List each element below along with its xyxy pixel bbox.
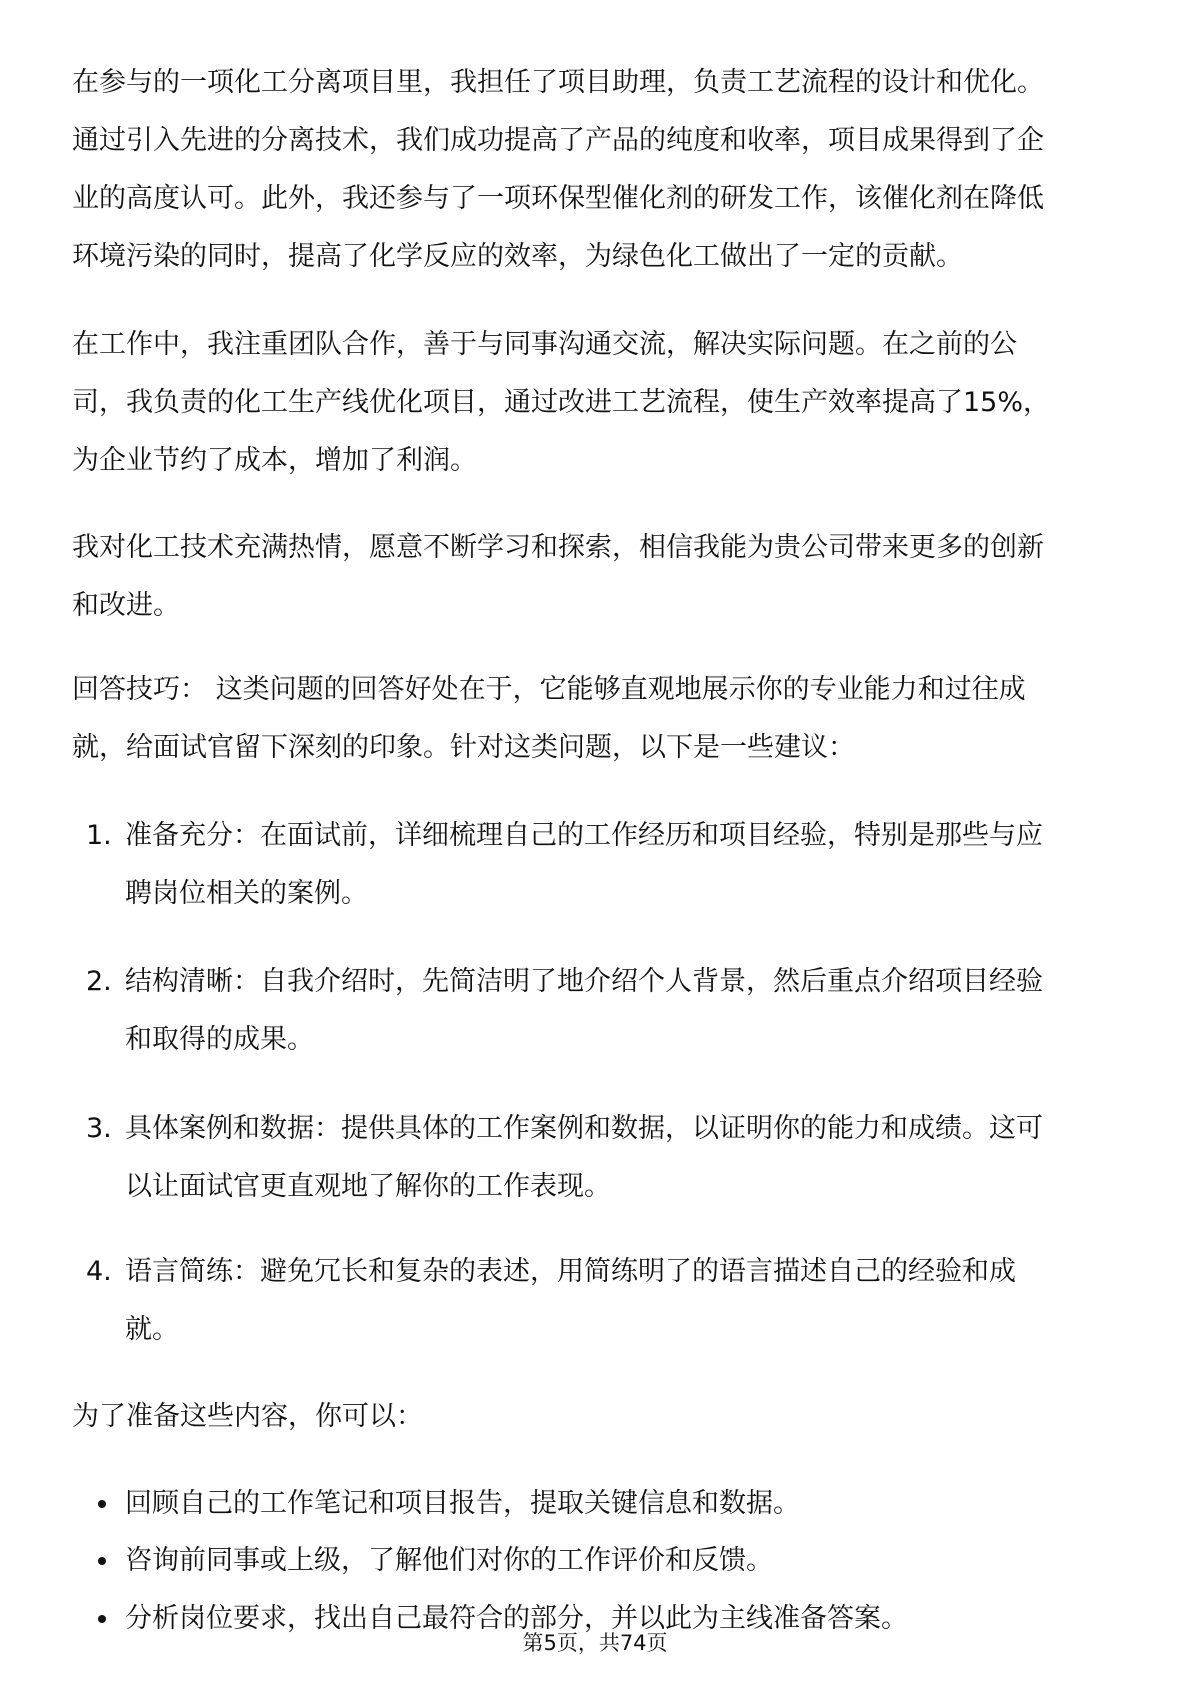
bullet-text: 咨询前同事或上级，了解他们对你的工作评价和反馈。 [125,1545,773,1576]
text-line: 我对化工技术充满热情，愿意不断学习和探索，相信我能为贵公司带来更多的创新 [72,532,1044,563]
text-line: 为了准备这些内容，你可以： [72,1401,423,1432]
text-line: 环境污染的同时，提高了化学反应的效率，为绿色化工做出了一定的贡献。 [72,241,963,272]
text-line: 司，我负责的化工生产线优化项目，通过改进工艺流程，使生产效率提高了15%， [72,387,1051,418]
text-line: 以让面试官更直观地了解你的工作表现。 [125,1171,611,1202]
paragraph-teamwork [72,316,1132,490]
text-line: 就，给面试官留下深刻的印象。针对这类问题，以下是一些建议： [72,732,855,763]
paragraph-projects [72,54,1132,286]
bullet-item [72,1532,773,1590]
list-number: 3. [86,1113,112,1144]
paragraph-passion [72,519,1132,635]
text-line: 在参与的一项化工分离项目里，我担任了项目助理，负责工艺流程的设计和优化。 [72,67,1044,98]
bullet-text: 回顾自己的工作笔记和项目报告，提取关键信息和数据。 [125,1488,800,1519]
bullet-item [72,1475,800,1533]
text-line: 结构清晰：自我介绍时，先简洁明了地介绍个人背景，然后重点介绍项目经验 [125,966,1043,997]
text-line: 业的高度认可。此外，我还参与了一项环保型催化剂的研发工作，该催化剂在降低 [72,183,1044,214]
paragraph-prep-intro [72,1388,1132,1446]
bullet-icon [98,1615,106,1623]
text-line: 就。 [125,1314,179,1345]
page-footer: 第5页，共74页 [522,1631,668,1655]
list-number: 1. [86,820,112,851]
text-line: 通过引入先进的分离技术，我们成功提高了产品的纯度和收率，项目成果得到了企 [72,125,1044,156]
text-line: 语言简练：避免冗长和复杂的表述，用简练明了的语言描述自己的经验和成 [125,1256,1016,1287]
bullet-icon [98,1500,106,1508]
list-number: 4. [86,1256,112,1287]
text-line: 和改进。 [72,590,180,621]
bullet-icon [98,1557,106,1565]
text-line: 和取得的成果。 [125,1024,314,1055]
text-line: 为企业节约了成本，增加了利润。 [72,445,477,476]
text-line: 在工作中，我注重团队合作，善于与同事沟通交流，解决实际问题。在之前的公 [72,329,1017,360]
text-line: 回答技巧： 这类问题的回答好处在于，它能够直观地展示你的专业能力和过往成 [72,674,1026,705]
text-line: 准备充分：在面试前，详细梳理自己的工作经历和项目经验，特别是那些与应 [125,820,1043,851]
list-number: 2. [86,966,112,997]
bullet-text: 分析岗位要求，找出自己最符合的部分，并以此为主线准备答案。 [125,1603,908,1634]
paragraph-tips-intro [72,661,1132,777]
text-line: 具体案例和数据：提供具体的工作案例和数据，以证明你的能力和成绩。这可 [125,1113,1043,1144]
text-line: 聘岗位相关的案例。 [125,878,368,909]
